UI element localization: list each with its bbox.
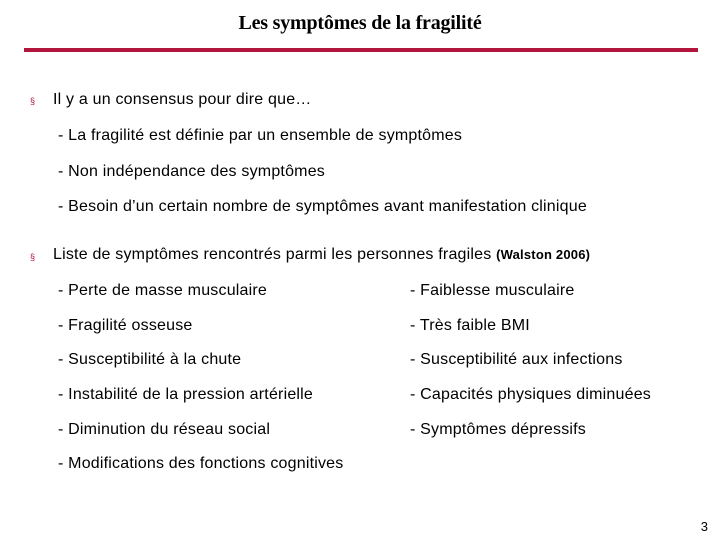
symptom-right: - Très faible BMI xyxy=(410,317,530,334)
slide-title: Les symptômes de la fragilité xyxy=(238,12,482,34)
symptom-left: - Modifications des fonctions cognitives xyxy=(58,455,344,472)
symptom-right: - Faiblesse musculaire xyxy=(410,282,575,299)
symptom-left: - Susceptibilité à la chute xyxy=(58,351,242,368)
symptom-left: - Fragilité osseuse xyxy=(58,317,193,334)
page-number: 3 xyxy=(700,519,708,534)
section1-heading: Il y a un consensus pour dire que… xyxy=(53,91,312,108)
symptom-right: - Symptômes dépressifs xyxy=(410,421,587,438)
title-divider xyxy=(24,48,698,52)
section2-heading xyxy=(53,246,590,264)
bullet-icon: § xyxy=(30,96,36,106)
symptom-left: - Diminution du réseau social xyxy=(58,421,271,438)
section1-item: - Non indépendance des symptômes xyxy=(58,163,325,180)
symptom-left: - Perte de masse musculaire xyxy=(58,282,268,299)
symptom-left: - Instabilité de la pression artérielle xyxy=(58,386,314,403)
citation: (Walston 2006) xyxy=(496,247,591,262)
bullet-icon: § xyxy=(30,252,36,262)
section1-item: - La fragilité est définie par un ensemble de symptômes xyxy=(58,127,463,144)
symptom-right: - Capacités physiques diminuées xyxy=(410,386,651,403)
section1-item: - Besoin d’un certain nombre de symptômes avant manifestation clinique xyxy=(58,198,587,215)
section2-heading-text: Liste de symptômes rencontrés parmi les personnes fragiles xyxy=(53,246,497,263)
symptom-right: - Susceptibilité aux infections xyxy=(410,351,623,368)
